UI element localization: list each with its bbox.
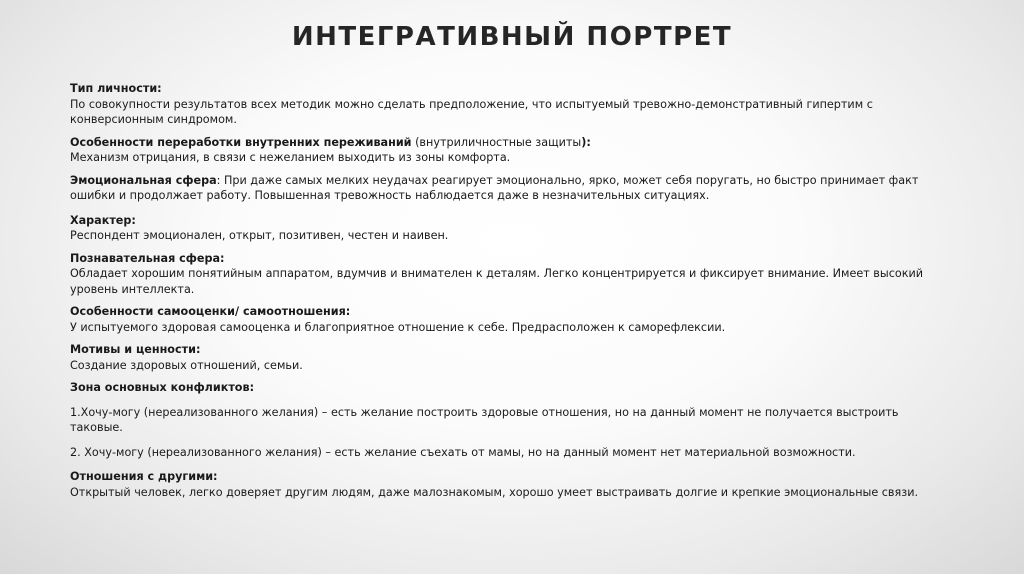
section-emotional [70, 173, 970, 204]
section-processing [70, 135, 970, 166]
section-heading: Отношения с другими: [70, 470, 218, 483]
section-heading: Тип личности: [70, 82, 162, 95]
page-title: ИНТЕГРАТИВНЫЙ ПОРТРЕТ [291, 22, 733, 52]
section-motives [70, 342, 970, 373]
section-heading: Познавательная сфера: [70, 251, 225, 265]
section-heading-end: ): [581, 135, 591, 149]
section-conflicts [70, 380, 970, 460]
section-character [70, 213, 970, 244]
section-self-esteem [70, 304, 970, 335]
section-text: Создание здоровых отношений, семьи. [70, 358, 303, 372]
section-heading: Эмоциональная сфера [70, 173, 217, 187]
section-personality-type [70, 81, 970, 128]
section-heading-rest: (внутриличностные защиты [411, 135, 582, 149]
section-heading: Особенности переработки внутренних переживаний [70, 135, 412, 149]
section-text: : При даже самых мелких неудачах реагирует эмоционально, ярко, может себя поругать, но быстро принимает факт [216, 173, 919, 187]
section-heading: Характер: [70, 213, 136, 227]
section-heading: Зона основных конфликтов: [70, 381, 255, 394]
section-text: ошибки и продолжает работу. Повышенная тревожность наблюдается даже в незначительных ситуациях. [70, 189, 710, 202]
section-text: У испытуемого здоровая самооценка и благоприятное отношение к себе. Предрасположен к саморефлексии. [70, 320, 726, 334]
section-text: Обладает хорошим понятийным аппаратом, вдумчив и внимателен к деталям. Легко концентрируется и фиксирует внимание. Имеет высокий [70, 267, 924, 280]
section-heading-line [70, 135, 970, 151]
section-text: Механизм отрицания, в связи с нежеланием выходить из зоны комфорта. [70, 151, 511, 164]
section-heading-line [70, 173, 970, 189]
section-text: конверсионным синдромом. [70, 113, 237, 126]
section-text: Открытый человек, легко доверяет другим людям, даже малознакомым, хорошо умеет выстраивать долгие и крепкие эмоциональные связи. [70, 485, 919, 499]
section-heading: Особенности самооценки/ самоотношения: [70, 305, 351, 318]
section-text: уровень интеллекта. [70, 282, 195, 296]
portrait-content [70, 81, 970, 507]
section-relations [70, 469, 970, 500]
section-heading: Мотивы и ценности: [70, 343, 201, 356]
conflict-item: 2. Хочу-могу (нереализованного желания) – есть желание съехать от мамы, но на данный момент нет материальной возможности. [70, 445, 856, 459]
conflict-item: таковые. [70, 421, 123, 434]
section-cognitive [70, 251, 970, 298]
conflict-item: 1.Хочу-могу (нереализованного желания) – есть желание построить здоровые отношения, но на данный момент не получается выстроить [70, 405, 899, 419]
section-text: По совокупности результатов всех методик можно сделать предположение, что испытуемый тревожно-демонстративный гипертим с [70, 97, 873, 111]
section-text: Респондент эмоционален, открыт, позитивен, честен и наивен. [70, 229, 449, 242]
